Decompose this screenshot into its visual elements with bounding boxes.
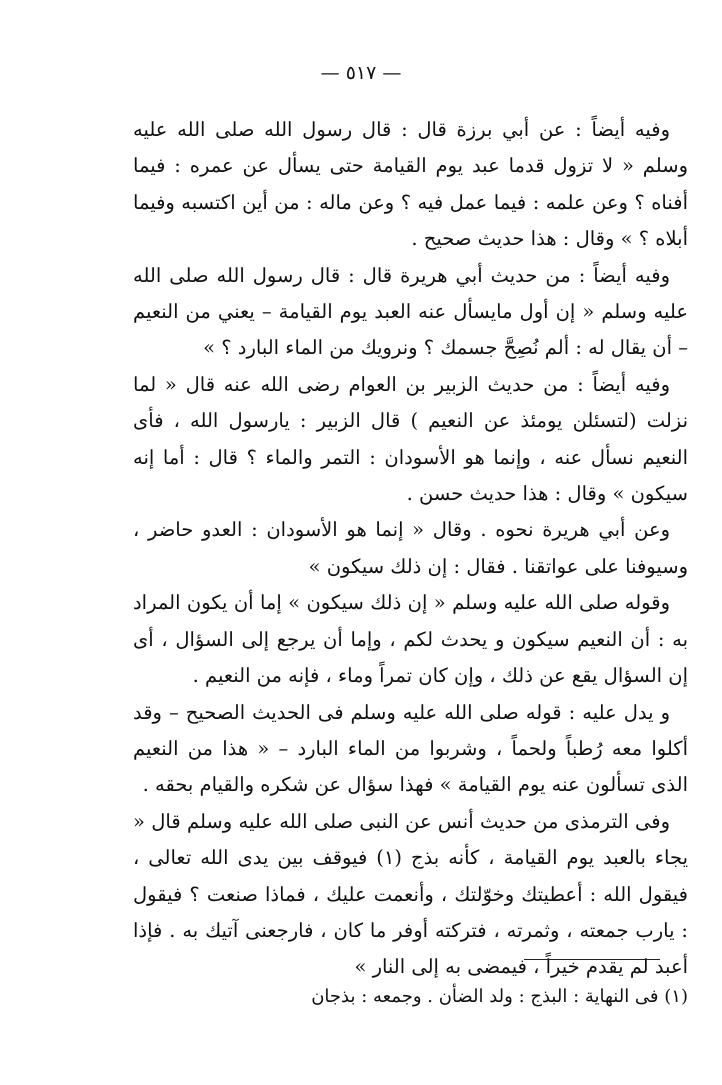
paragraph: وفيه أيضاً : عن أبي برزة قال : قال رسول الله صلى الله عليه وسلم « لا تزول قدما عبد يوم القيامة حتى يسأل عن عمره : فيما أفناه ؟ وعن علمه : فيما عمل فيه ؟ وعن ماله : من أين اكتسبه وفيما أبلاه ؟ » وقال : هذا حديث صحيح . bbox=[133, 118, 688, 251]
paragraph: وقوله صلى الله عليه وسلم « إن ذلك سيكون » إما أن يكون المراد به : أن النعيم سيكون و يحدث لكم ، وإما أن يرجع إلى السؤال ، أى إن السؤال يقع عن ذلك ، وإن كان تمراً وماء ، فإنه من النعيم . bbox=[133, 591, 688, 688]
body-text bbox=[133, 112, 688, 986]
paragraph: وفيه أيضاً : من حديث أبي هريرة قال : قال رسول الله صلى الله عليه وسلم « إن أول مايسأل عنه العبد يوم القيامة – يعني من النعيم – أن يقال له : ألم نُصِحَّ جسمك ؟ ونرويك من الماء البارد ؟ » bbox=[133, 263, 688, 360]
footnote-divider bbox=[524, 959, 660, 960]
paragraph: وعن أبي هريرة نحوه . وقال « إنما هو الأسودان : العدو حاضر ، وسيوفنا على عواتقنا . فقال : إن ذلك سيكون » bbox=[133, 518, 688, 578]
paragraph: و يدل عليه : قوله صلى الله عليه وسلم فى الحديث الصحيح – وقد أكلوا معه رُطباً ولحماً ، وشربوا من الماء البارد – « هذا من النعيم الذى تسألون عنه يوم القيامة » فهذا سؤال عن شكره والقيام بحقه . bbox=[133, 700, 688, 797]
page-number: — ٥١٧ — bbox=[320, 62, 402, 84]
paragraph: وفيه أيضاً : من حديث الزبير بن العوام رضى الله عنه قال « لما نزلت (لتسئلن يومئذ عن النعيم ) قال الزبير : يارسول الله ، فأى النعيم نسأل عنه ، وإنما هو الأسودان : التمر والماء ؟ قال : أما إنه سيكون » وقال : هذا حديث حسن . bbox=[133, 372, 688, 506]
paragraph: وفى الترمذى من حديث أنس عن النبى صلى الله عليه وسلم قال « يجاء بالعبد يوم القيامة ، كأنه بذج (١) فيوقف بين يدى الله تعالى ، فيقول الله : أعطيتك وخوّلتك ، وأنعمت عليك ، فماذا صنعت ؟ فيقول : يارب جمعته ، وثمرته ، فتركته أوفر ما كان ، فارجعنى آتيك به . فإذا أعبد لم يقدم خيراً ، فيمضى به إلى النار » bbox=[133, 809, 689, 979]
footnote: (١) فى النهاية : البذج : ولد الضأن . وجمعه : بذجان bbox=[311, 986, 688, 1007]
